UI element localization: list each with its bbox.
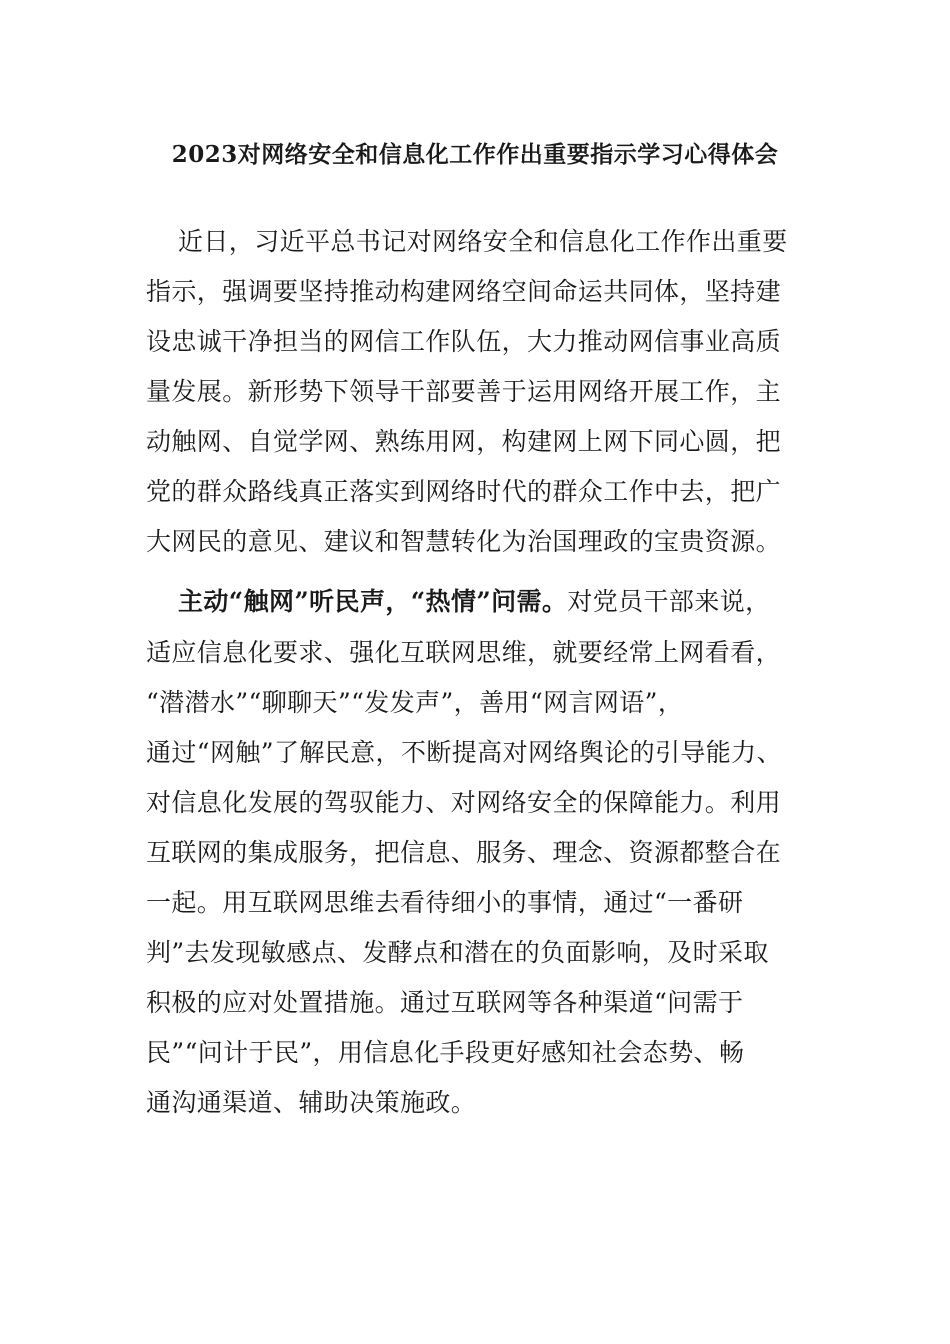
paragraph-2-line-10: 民”“问计于民”，用信息化手段更好感知社会态势、畅 [146,1038,745,1067]
paragraph-2-line-5: 对信息化发展的驾驭能力、对网络安全的保障能力。利用 [146,788,782,817]
paragraph-1-line-2: 指示，强调要坚持推动构建网络空间命运共同体，坚持建 [146,277,782,306]
paragraph-2-line-4: 通过“网触”了解民意，不断提高对网络舆论的引导能力、 [146,738,782,767]
paragraph-2-line-1 [178,582,771,622]
paragraph-2-line-2: 适应信息化要求、强化互联网思维，就要经常上网看看， [146,638,782,667]
paragraph-2-line-6: 互联网的集成服务，把信息、服务、理念、资源都整合在 [146,838,782,867]
paragraph-2-first-line-rest: 对党员干部来说， [567,587,771,616]
paragraph-1-line-1: 近日，习近平总书记对网络安全和信息化工作作出重要 [178,227,788,256]
paragraph-2-line-8: 判”去发现敏感点、发酵点和潜在的负面影响，及时采取 [146,938,769,967]
paragraph-2-line-11: 通沟通渠道、辅助决策施政。 [146,1088,477,1117]
paragraph-1-line-4: 量发展。新形势下领导干部要善于运用网络开展工作，主 [146,377,782,406]
paragraph-1-line-6: 党的群众路线真正落实到网络时代的群众工作中去，把广 [146,477,782,506]
paragraph-2-line-7: 一起。用互联网思维去看待细小的事情，通过“一番研 [146,888,744,917]
document-title: 2023对网络安全和信息化工作作出重要指示学习心得体会 [171,141,779,168]
paragraph-1-line-5: 动触网、自觉学网、熟练用网，构建网上网下同心圆，把 [146,427,782,456]
paragraph-2-line-9: 积极的应对处置措施。通过互联网等各种渠道“问需于 [146,988,744,1017]
paragraph-2-line-3: “潜潜水”“聊聊天”“发发声”，善用“网言网语”， [146,688,684,717]
paragraph-1-line-7: 大网民的意见、建议和智慧转化为治国理政的宝贵资源。 [146,527,782,556]
paragraph-1-line-3: 设忠诚干净担当的网信工作队伍，大力推动网信事业高质 [146,327,782,356]
paragraph-2-heading: 主动“触网”听民声，“热情”问需。 [178,587,568,616]
